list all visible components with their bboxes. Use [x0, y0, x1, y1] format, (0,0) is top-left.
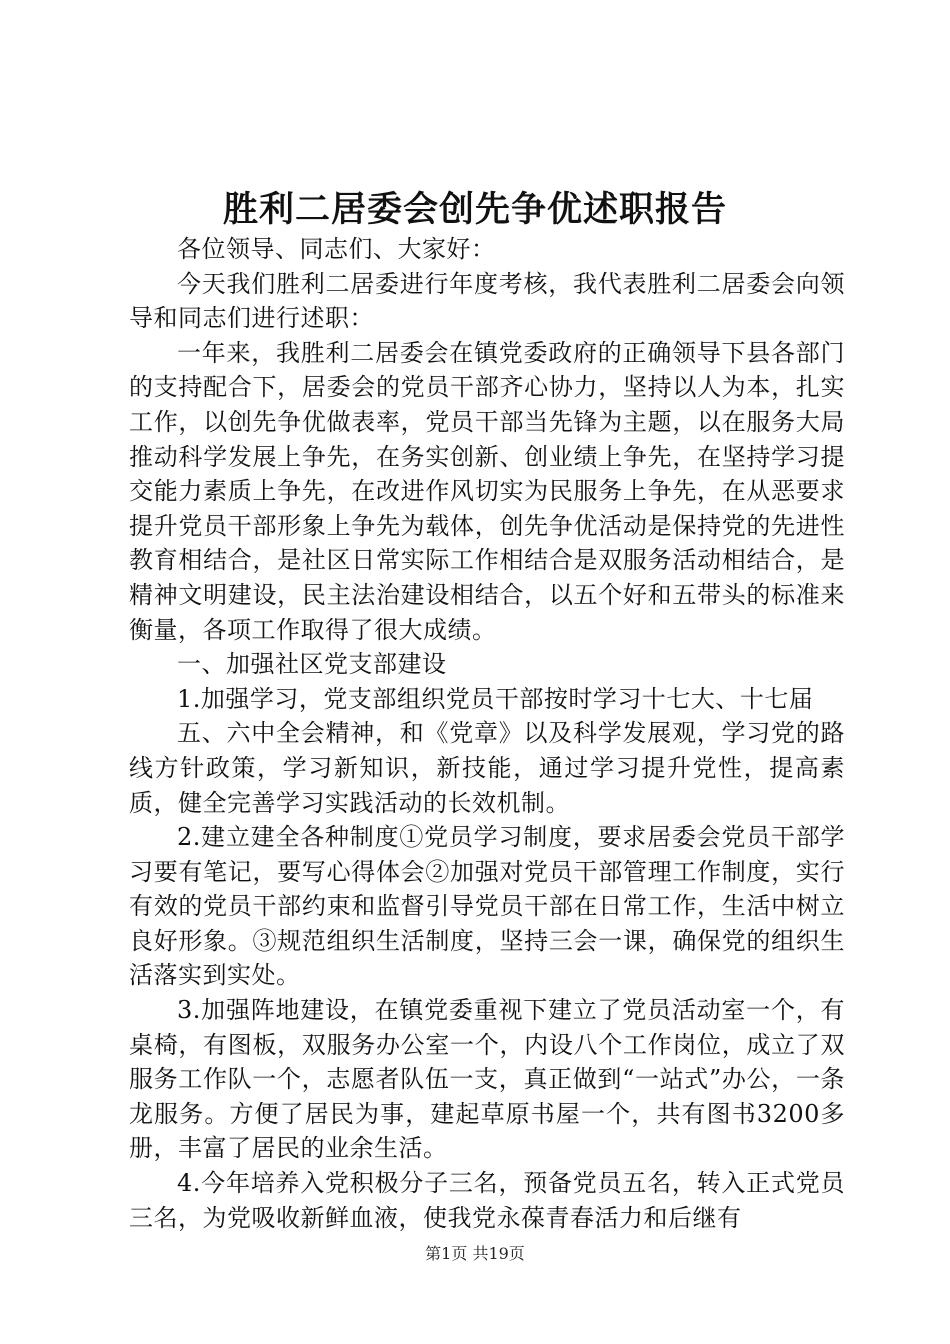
paragraph-item-1-continued: 五、六中全会精神，和《党章》以及科学发展观，学习党的路线方针政策，学习新知识，新技能，通过学习提升党性，提高素质，健全完善学习实践活动的长效机制。	[129, 719, 845, 817]
page-number: 第1页 共19页	[425, 1244, 525, 1263]
paragraph-intro: 今天我们胜利二居委进行年度考核，我代表胜利二居委会向领导和同志们进行述职：	[129, 269, 845, 333]
paragraph-overview: 一年来，我胜利二居委会在镇党委政府的正确领导下县各部门的支持配合下，居委会的党员干部齐心协力，坚持以人为本，扎实工作，以创先争优做表率，党员干部当先锋为主题，以在服务大局推动科学发展上争先，在务实创新、创业绩上争先，在坚持学习提交能力素质上争先，在改进作风切实为民服务上争先，在从恶要求提升党员干部形象上争先为载体，创先争优活动是保持党的先进性教育相结合，是社区日常实际工作相结合是双服务活动相结合，是精神文明建设，民主法治建设相结合，以五个好和五带头的标准来衡量，各项工作取得了很大成绩。	[129, 338, 845, 644]
section-heading: 一、加强社区党支部建设	[177, 650, 447, 679]
paragraph-item-2: 2.建立建全各种制度①党员学习制度，要求居委会党员干部学习要有笔记，要写心得体会②加强对党员干部管理工作制度，实行有效的党员干部约束和监督引导党员干部在日常工作，生活中树立良好形象。③规范组织生活制度，坚持三会一课，确保党的组织生活落实到实处。	[129, 823, 845, 990]
paragraph-item-1: 1.加强学习，党支部组织党员干部按时学习十七大、十七届	[177, 684, 814, 713]
paragraph-greeting: 各位领导、同志们、大家好：	[177, 235, 496, 263]
document-title: 胜利二居委会创先争优述职报告	[222, 189, 727, 230]
document-body	[129, 232, 845, 1235]
paragraph-item-4: 4.今年培养入党积极分子三名，预备党员五名，转入正式党员三名，为党吸收新鲜血液，使我党永葆青春活力和后继有	[129, 1169, 845, 1232]
paragraph-item-3: 3.加强阵地建设，在镇党委重视下建立了党员活动室一个，有桌椅，有图板，双服务办公室一个，内设八个工作岗位，成立了双服务工作队一个，志愿者队伍一支，真正做到“一站式”办公，一条龙服务。方便了居民为事，建起草原书屋一个，共有图书3200多册，丰富了居民的业余生活。	[129, 996, 845, 1163]
